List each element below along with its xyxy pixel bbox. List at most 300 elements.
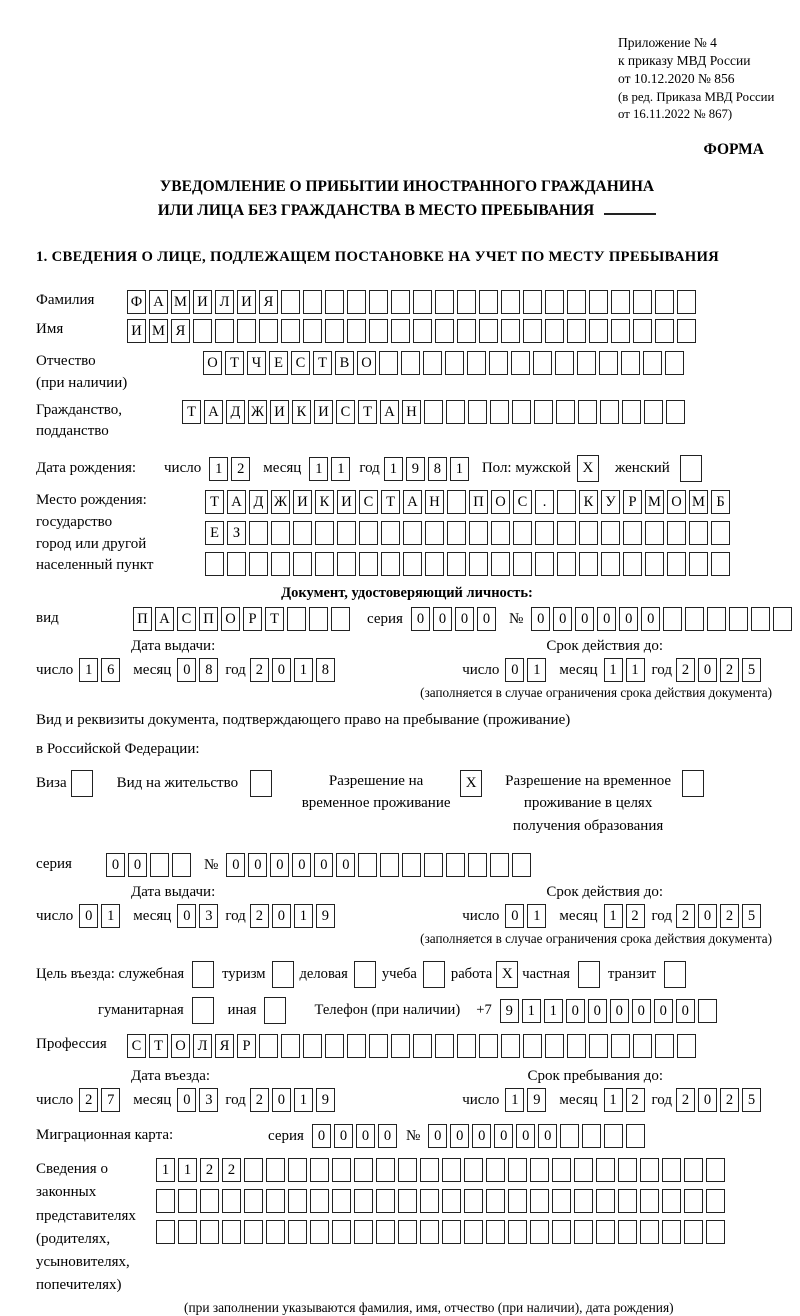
temp-residence-checkbox[interactable]: X (460, 770, 482, 797)
char-cell[interactable] (667, 552, 686, 576)
char-cell[interactable] (442, 1189, 461, 1213)
char-cell[interactable]: Р (243, 607, 262, 631)
char-cell[interactable] (567, 319, 586, 343)
char-cell[interactable] (178, 1189, 197, 1213)
char-cell[interactable]: Д (226, 400, 245, 424)
char-cell[interactable]: 0 (698, 1088, 717, 1112)
char-cell[interactable]: 0 (270, 853, 289, 877)
char-cell[interactable] (501, 319, 520, 343)
char-cell[interactable] (666, 400, 685, 424)
char-cell[interactable] (508, 1189, 527, 1213)
char-cell[interactable] (640, 1158, 659, 1182)
char-cell[interactable] (403, 521, 422, 545)
char-cell[interactable] (376, 1158, 395, 1182)
char-cell[interactable]: Т (225, 351, 244, 375)
char-cell[interactable] (325, 1034, 344, 1058)
char-cell[interactable]: И (337, 490, 356, 514)
char-cell[interactable] (156, 1220, 175, 1244)
char-cell[interactable]: 0 (619, 607, 638, 631)
char-cell[interactable] (244, 1189, 263, 1213)
char-cell[interactable] (391, 319, 410, 343)
char-cell[interactable] (464, 1220, 483, 1244)
char-cell[interactable] (490, 400, 509, 424)
char-cell[interactable]: 2 (676, 904, 695, 928)
char-cell[interactable] (156, 1189, 175, 1213)
char-cell[interactable]: О (171, 1034, 190, 1058)
char-cell[interactable] (435, 290, 454, 314)
char-cell[interactable]: Я (171, 319, 190, 343)
char-cell[interactable] (611, 319, 630, 343)
char-cell[interactable]: 0 (610, 999, 629, 1023)
char-cell[interactable]: 1 (604, 1088, 623, 1112)
char-cell[interactable] (552, 1189, 571, 1213)
char-cell[interactable] (380, 853, 399, 877)
char-cell[interactable] (398, 1158, 417, 1182)
char-cell[interactable] (420, 1158, 439, 1182)
char-cell[interactable]: Я (259, 290, 278, 314)
char-cell[interactable]: 0 (312, 1124, 331, 1148)
char-cell[interactable] (599, 351, 618, 375)
char-cell[interactable]: Ж (248, 400, 267, 424)
char-cell[interactable]: 3 (199, 904, 218, 928)
char-cell[interactable]: 1 (450, 457, 469, 481)
char-cell[interactable]: М (689, 490, 708, 514)
char-cell[interactable] (530, 1189, 549, 1213)
char-cell[interactable] (667, 521, 686, 545)
char-cell[interactable]: Р (237, 1034, 256, 1058)
char-cell[interactable] (442, 1220, 461, 1244)
char-cell[interactable] (215, 319, 234, 343)
char-cell[interactable]: Н (402, 400, 421, 424)
char-cell[interactable]: 2 (676, 1088, 695, 1112)
char-cell[interactable] (557, 490, 576, 514)
char-cell[interactable] (424, 400, 443, 424)
char-cell[interactable]: . (535, 490, 554, 514)
char-cell[interactable] (420, 1189, 439, 1213)
char-cell[interactable] (303, 290, 322, 314)
char-cell[interactable]: Н (425, 490, 444, 514)
char-cell[interactable] (508, 1158, 527, 1182)
char-cell[interactable]: Т (182, 400, 201, 424)
char-cell[interactable] (773, 607, 792, 631)
char-cell[interactable] (489, 351, 508, 375)
char-cell[interactable] (325, 319, 344, 343)
char-cell[interactable] (205, 552, 224, 576)
char-cell[interactable]: 2 (626, 1088, 645, 1112)
char-cell[interactable] (332, 1220, 351, 1244)
char-cell[interactable]: О (221, 607, 240, 631)
char-cell[interactable]: 0 (356, 1124, 375, 1148)
char-cell[interactable] (446, 853, 465, 877)
char-cell[interactable] (685, 607, 704, 631)
char-cell[interactable]: Т (149, 1034, 168, 1058)
char-cell[interactable] (354, 1189, 373, 1213)
char-cell[interactable]: М (645, 490, 664, 514)
char-cell[interactable] (178, 1220, 197, 1244)
char-cell[interactable] (287, 607, 306, 631)
char-cell[interactable] (618, 1158, 637, 1182)
char-cell[interactable]: 0 (378, 1124, 397, 1148)
char-cell[interactable]: 0 (698, 904, 717, 928)
char-cell[interactable] (479, 290, 498, 314)
char-cell[interactable]: О (491, 490, 510, 514)
char-cell[interactable] (354, 1158, 373, 1182)
char-cell[interactable] (469, 521, 488, 545)
char-cell[interactable] (545, 319, 564, 343)
char-cell[interactable] (567, 1034, 586, 1058)
char-cell[interactable]: 0 (411, 607, 430, 631)
char-cell[interactable] (633, 319, 652, 343)
char-cell[interactable] (611, 1034, 630, 1058)
char-cell[interactable]: 0 (433, 607, 452, 631)
char-cell[interactable] (513, 552, 532, 576)
char-cell[interactable] (490, 853, 509, 877)
char-cell[interactable]: О (357, 351, 376, 375)
char-cell[interactable] (711, 521, 730, 545)
char-cell[interactable] (424, 853, 443, 877)
char-cell[interactable] (644, 400, 663, 424)
char-cell[interactable]: Т (265, 607, 284, 631)
char-cell[interactable] (706, 1220, 725, 1244)
char-cell[interactable]: 9 (316, 904, 335, 928)
char-cell[interactable] (530, 1220, 549, 1244)
char-cell[interactable]: 0 (505, 904, 524, 928)
char-cell[interactable] (200, 1220, 219, 1244)
char-cell[interactable] (423, 351, 442, 375)
char-cell[interactable] (677, 290, 696, 314)
char-cell[interactable] (391, 290, 410, 314)
char-cell[interactable] (332, 1189, 351, 1213)
char-cell[interactable]: И (314, 400, 333, 424)
char-cell[interactable]: 1 (156, 1158, 175, 1182)
char-cell[interactable]: 0 (538, 1124, 557, 1148)
char-cell[interactable] (530, 1158, 549, 1182)
char-cell[interactable] (511, 351, 530, 375)
char-cell[interactable] (574, 1158, 593, 1182)
char-cell[interactable] (249, 521, 268, 545)
char-cell[interactable] (249, 552, 268, 576)
char-cell[interactable] (457, 319, 476, 343)
char-cell[interactable] (560, 1124, 579, 1148)
char-cell[interactable] (293, 521, 312, 545)
char-cell[interactable] (222, 1220, 241, 1244)
char-cell[interactable] (589, 1034, 608, 1058)
char-cell[interactable] (574, 1220, 593, 1244)
char-cell[interactable]: С (513, 490, 532, 514)
char-cell[interactable]: М (171, 290, 190, 314)
char-cell[interactable] (582, 1124, 601, 1148)
char-cell[interactable] (445, 351, 464, 375)
char-cell[interactable]: 0 (272, 658, 291, 682)
char-cell[interactable]: С (359, 490, 378, 514)
char-cell[interactable] (604, 1124, 623, 1148)
char-cell[interactable] (663, 607, 682, 631)
char-cell[interactable]: П (133, 607, 152, 631)
char-cell[interactable]: С (336, 400, 355, 424)
char-cell[interactable] (259, 1034, 278, 1058)
char-cell[interactable] (501, 1034, 520, 1058)
char-cell[interactable] (425, 552, 444, 576)
char-cell[interactable] (447, 490, 466, 514)
char-cell[interactable]: 1 (544, 999, 563, 1023)
residence-permit-checkbox[interactable] (250, 770, 272, 797)
char-cell[interactable]: 3 (199, 1088, 218, 1112)
char-cell[interactable]: 0 (128, 853, 147, 877)
char-cell[interactable]: 2 (250, 904, 269, 928)
char-cell[interactable]: 5 (742, 658, 761, 682)
char-cell[interactable]: 0 (472, 1124, 491, 1148)
char-cell[interactable] (684, 1158, 703, 1182)
char-cell[interactable]: 0 (450, 1124, 469, 1148)
char-cell[interactable] (303, 1034, 322, 1058)
char-cell[interactable]: 0 (641, 607, 660, 631)
char-cell[interactable] (401, 351, 420, 375)
char-cell[interactable]: 0 (428, 1124, 447, 1148)
char-cell[interactable]: 0 (698, 658, 717, 682)
purpose-other-checkbox[interactable] (264, 997, 286, 1024)
char-cell[interactable] (468, 400, 487, 424)
char-cell[interactable] (281, 290, 300, 314)
char-cell[interactable] (557, 552, 576, 576)
char-cell[interactable] (369, 319, 388, 343)
char-cell[interactable]: 2 (720, 904, 739, 928)
purpose-humanitarian-checkbox[interactable] (192, 997, 214, 1024)
char-cell[interactable] (486, 1189, 505, 1213)
char-cell[interactable] (596, 1220, 615, 1244)
char-cell[interactable] (315, 521, 334, 545)
char-cell[interactable]: Л (193, 1034, 212, 1058)
char-cell[interactable]: 9 (527, 1088, 546, 1112)
char-cell[interactable] (512, 400, 531, 424)
char-cell[interactable]: 7 (101, 1088, 120, 1112)
char-cell[interactable] (523, 1034, 542, 1058)
char-cell[interactable] (331, 607, 350, 631)
char-cell[interactable] (662, 1220, 681, 1244)
char-cell[interactable] (266, 1158, 285, 1182)
char-cell[interactable]: 1 (178, 1158, 197, 1182)
char-cell[interactable] (281, 319, 300, 343)
char-cell[interactable] (665, 351, 684, 375)
char-cell[interactable] (633, 290, 652, 314)
char-cell[interactable]: А (204, 400, 223, 424)
char-cell[interactable]: 0 (516, 1124, 535, 1148)
char-cell[interactable]: 6 (101, 658, 120, 682)
char-cell[interactable] (381, 521, 400, 545)
char-cell[interactable]: К (579, 490, 598, 514)
char-cell[interactable]: 0 (676, 999, 695, 1023)
char-cell[interactable] (579, 521, 598, 545)
char-cell[interactable] (315, 552, 334, 576)
char-cell[interactable]: 1 (505, 1088, 524, 1112)
char-cell[interactable]: А (227, 490, 246, 514)
char-cell[interactable] (579, 552, 598, 576)
char-cell[interactable] (446, 400, 465, 424)
char-cell[interactable] (535, 521, 554, 545)
char-cell[interactable] (601, 521, 620, 545)
char-cell[interactable]: 0 (505, 658, 524, 682)
char-cell[interactable] (376, 1189, 395, 1213)
char-cell[interactable] (413, 290, 432, 314)
char-cell[interactable]: С (291, 351, 310, 375)
char-cell[interactable]: 0 (494, 1124, 513, 1148)
char-cell[interactable] (684, 1189, 703, 1213)
char-cell[interactable] (309, 607, 328, 631)
char-cell[interactable] (677, 319, 696, 343)
char-cell[interactable]: 0 (79, 904, 98, 928)
char-cell[interactable] (310, 1220, 329, 1244)
char-cell[interactable]: В (335, 351, 354, 375)
char-cell[interactable]: 0 (553, 607, 572, 631)
char-cell[interactable] (729, 607, 748, 631)
char-cell[interactable] (447, 521, 466, 545)
char-cell[interactable] (479, 319, 498, 343)
char-cell[interactable] (501, 290, 520, 314)
char-cell[interactable] (574, 1189, 593, 1213)
char-cell[interactable] (369, 290, 388, 314)
char-cell[interactable]: Л (215, 290, 234, 314)
char-cell[interactable]: 1 (604, 904, 623, 928)
char-cell[interactable]: 0 (272, 1088, 291, 1112)
char-cell[interactable] (596, 1158, 615, 1182)
char-cell[interactable]: 8 (428, 457, 447, 481)
char-cell[interactable] (281, 1034, 300, 1058)
temp-residence-education-checkbox[interactable] (682, 770, 704, 797)
char-cell[interactable] (706, 1189, 725, 1213)
char-cell[interactable] (706, 1158, 725, 1182)
char-cell[interactable] (491, 552, 510, 576)
char-cell[interactable]: 1 (522, 999, 541, 1023)
char-cell[interactable] (698, 999, 717, 1023)
char-cell[interactable]: У (601, 490, 620, 514)
char-cell[interactable]: 0 (566, 999, 585, 1023)
char-cell[interactable] (707, 607, 726, 631)
char-cell[interactable] (325, 290, 344, 314)
char-cell[interactable]: Т (205, 490, 224, 514)
char-cell[interactable] (508, 1220, 527, 1244)
char-cell[interactable] (398, 1189, 417, 1213)
char-cell[interactable] (655, 319, 674, 343)
char-cell[interactable]: И (270, 400, 289, 424)
char-cell[interactable]: 0 (177, 904, 196, 928)
char-cell[interactable] (534, 400, 553, 424)
char-cell[interactable] (596, 1189, 615, 1213)
char-cell[interactable] (359, 521, 378, 545)
char-cell[interactable]: Б (711, 490, 730, 514)
char-cell[interactable] (491, 521, 510, 545)
purpose-tourism-checkbox[interactable] (272, 961, 294, 988)
char-cell[interactable] (413, 319, 432, 343)
char-cell[interactable] (447, 552, 466, 576)
char-cell[interactable]: 8 (199, 658, 218, 682)
char-cell[interactable] (689, 552, 708, 576)
char-cell[interactable] (557, 521, 576, 545)
char-cell[interactable]: 1 (209, 457, 228, 481)
char-cell[interactable]: 0 (177, 658, 196, 682)
char-cell[interactable]: 0 (272, 904, 291, 928)
char-cell[interactable]: А (149, 290, 168, 314)
char-cell[interactable] (310, 1158, 329, 1182)
char-cell[interactable] (640, 1189, 659, 1213)
char-cell[interactable]: 2 (79, 1088, 98, 1112)
char-cell[interactable]: 1 (294, 904, 313, 928)
char-cell[interactable]: 9 (316, 1088, 335, 1112)
char-cell[interactable] (556, 400, 575, 424)
purpose-private-checkbox[interactable] (578, 961, 600, 988)
purpose-business-checkbox[interactable] (354, 961, 376, 988)
char-cell[interactable] (347, 290, 366, 314)
char-cell[interactable] (640, 1220, 659, 1244)
char-cell[interactable]: Р (623, 490, 642, 514)
char-cell[interactable] (288, 1220, 307, 1244)
char-cell[interactable]: Ч (247, 351, 266, 375)
char-cell[interactable] (358, 853, 377, 877)
char-cell[interactable] (486, 1220, 505, 1244)
char-cell[interactable] (535, 552, 554, 576)
purpose-transit-checkbox[interactable] (664, 961, 686, 988)
char-cell[interactable] (376, 1220, 395, 1244)
char-cell[interactable] (457, 1034, 476, 1058)
char-cell[interactable]: 9 (406, 457, 425, 481)
char-cell[interactable]: 1 (79, 658, 98, 682)
char-cell[interactable] (379, 351, 398, 375)
char-cell[interactable]: И (237, 290, 256, 314)
char-cell[interactable]: 9 (500, 999, 519, 1023)
char-cell[interactable] (684, 1220, 703, 1244)
char-cell[interactable] (589, 290, 608, 314)
char-cell[interactable]: С (127, 1034, 146, 1058)
char-cell[interactable]: О (667, 490, 686, 514)
char-cell[interactable] (347, 319, 366, 343)
char-cell[interactable]: 0 (314, 853, 333, 877)
purpose-work-checkbox[interactable]: X (496, 961, 518, 988)
char-cell[interactable]: 0 (455, 607, 474, 631)
char-cell[interactable]: З (227, 521, 246, 545)
char-cell[interactable] (600, 400, 619, 424)
char-cell[interactable] (259, 319, 278, 343)
char-cell[interactable] (552, 1220, 571, 1244)
char-cell[interactable] (523, 319, 542, 343)
char-cell[interactable]: 1 (294, 658, 313, 682)
char-cell[interactable] (359, 552, 378, 576)
char-cell[interactable]: Е (269, 351, 288, 375)
char-cell[interactable] (237, 319, 256, 343)
char-cell[interactable]: 2 (200, 1158, 219, 1182)
char-cell[interactable]: 0 (531, 607, 550, 631)
char-cell[interactable]: 1 (626, 658, 645, 682)
char-cell[interactable]: 5 (742, 904, 761, 928)
char-cell[interactable] (513, 521, 532, 545)
char-cell[interactable] (622, 400, 641, 424)
char-cell[interactable]: 1 (604, 658, 623, 682)
char-cell[interactable]: Т (358, 400, 377, 424)
char-cell[interactable] (288, 1189, 307, 1213)
char-cell[interactable] (555, 351, 574, 375)
char-cell[interactable]: 0 (597, 607, 616, 631)
char-cell[interactable] (293, 552, 312, 576)
char-cell[interactable] (512, 853, 531, 877)
purpose-study-checkbox[interactable] (423, 961, 445, 988)
char-cell[interactable] (150, 853, 169, 877)
char-cell[interactable] (469, 552, 488, 576)
char-cell[interactable] (369, 1034, 388, 1058)
char-cell[interactable]: П (199, 607, 218, 631)
char-cell[interactable]: И (127, 319, 146, 343)
char-cell[interactable] (533, 351, 552, 375)
char-cell[interactable]: Т (313, 351, 332, 375)
char-cell[interactable]: Ж (271, 490, 290, 514)
char-cell[interactable]: 1 (527, 904, 546, 928)
char-cell[interactable] (457, 290, 476, 314)
